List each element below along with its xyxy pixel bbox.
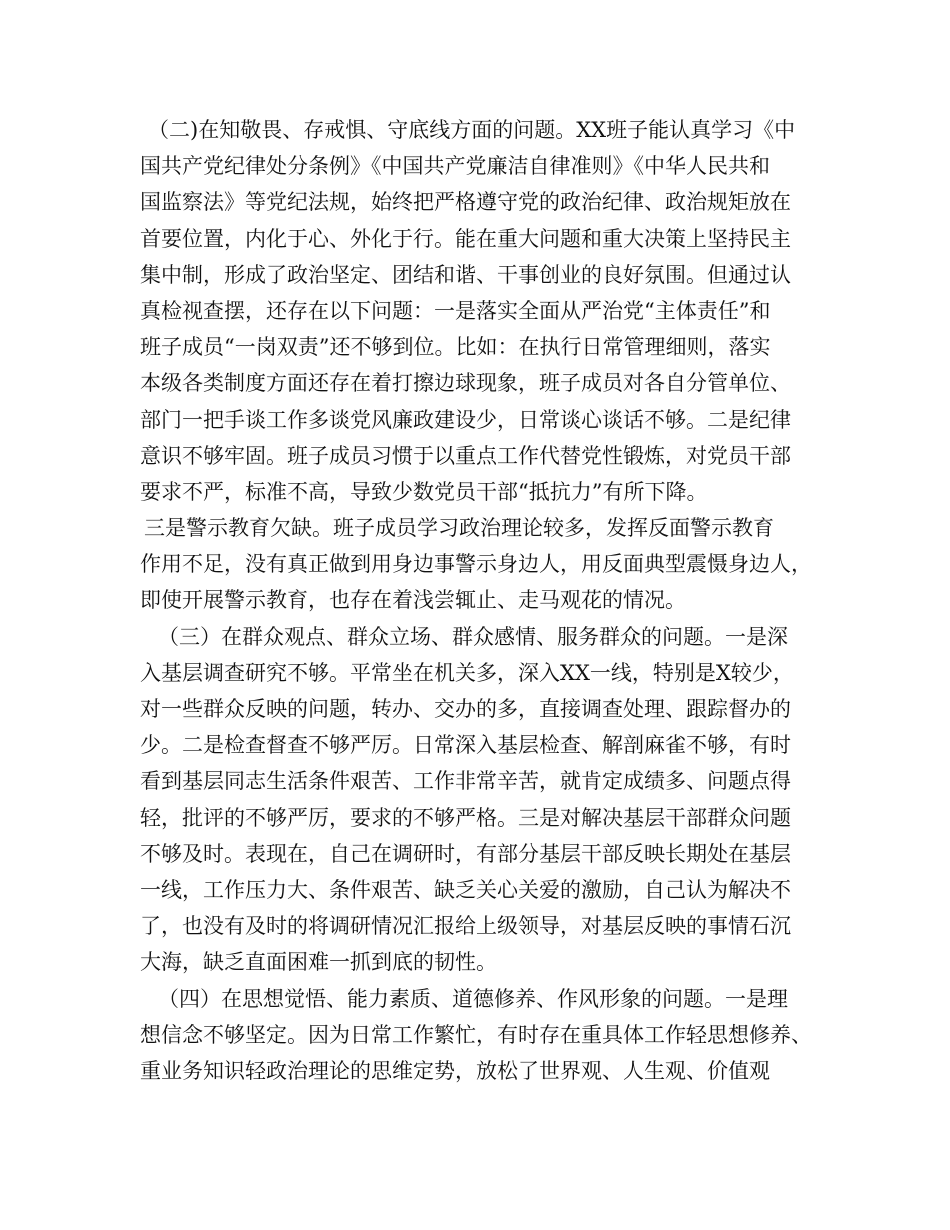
- text-line: 重业务知识轻政治理论的思维定势，放松了世界观、人生观、价值观: [140, 1058, 770, 1083]
- text-line: 首要位置，内化于心、外化于行。能在重大问题和重大决策上坚持民主: [140, 226, 791, 251]
- text-line: 要求不严，标准不高，导致少数党员干部“抵抗力”有所下降。: [140, 479, 708, 504]
- text-line: （三）在群众观点、群众立场、群众感情、服务群众的问题。一是深: [158, 624, 788, 649]
- text-line: 少。二是检查督查不够严厉。日常深入基层检查、解剖麻雀不够，有时: [140, 733, 791, 758]
- text-line: （四）在思想觉悟、能力素质、道德修养、作风形象的问题。一是理: [158, 986, 788, 1011]
- text-line: 班子成员“一岗双责”还不够到位。比如：在执行日常管理细则，落实: [140, 335, 771, 360]
- text-line: 即使开展警示教育，也存在着浅尝辄止、走马观花的情况。: [140, 588, 686, 613]
- document-body: [140, 112, 830, 1089]
- text-line: 国共产党纪律处分条例》《中国共产党廉洁自律准则》《中华人民共和: [140, 154, 770, 179]
- text-line: 看到基层同志生活条件艰苦、工作非常辛苦，就肯定成绩多、问题点得: [140, 769, 791, 794]
- text-line: 不够及时。表现在，自己在调研时，有部分基层干部反映长期处在基层: [140, 841, 791, 866]
- text-line: 轻，批评的不够严厉，要求的不够严格。三是对解决基层干部群众问题: [140, 805, 791, 830]
- text-line: 入基层调查研究不够。平常坐在机关多，深入XX一线，特别是X较少，: [140, 660, 794, 685]
- text-line: 一线，工作压力大、条件艰苦、缺乏关心关爱的激励，自己认为解决不: [140, 877, 791, 902]
- text-line: 国监察法》等党纪法规，始终把严格遵守党的政治纪律、政治规矩放在: [140, 190, 791, 215]
- text-line: 真检视查摆，还存在以下问题：一是落实全面从严治党“主体责任”和: [140, 298, 771, 323]
- text-line: 集中制，形成了政治坚定、团结和谐、干事创业的良好氛围。但通过认: [140, 262, 791, 287]
- text-line: 本级各类制度方面还存在着打擦边球现象，班子成员对各自分管单位、: [140, 371, 791, 396]
- text-line: 大海，缺乏直面困难一抓到底的韧性。: [140, 950, 497, 975]
- text-line: 意识不够牢固。班子成员习惯于以重点工作代替党性锻炼，对党员干部: [140, 443, 791, 468]
- text-line: 想信念不够坚定。因为日常工作繁忙，有时存在重具体工作轻思想修养、: [140, 1022, 812, 1047]
- text-line: （二)在知敬畏、存戒惧、守底线方面的问题。XX班子能认真学习《中: [148, 118, 796, 142]
- text-line: 作用不足，没有真正做到用身边事警示身边人，用反面典型震慑身边人，: [140, 552, 812, 577]
- text-line: 了，也没有及时的将调研情况汇报给上级领导，对基层反映的事情石沉: [140, 914, 791, 939]
- text-line: 部门一把手谈工作多谈党风廉政建设少，日常谈心谈话不够。二是纪律: [140, 407, 791, 432]
- text-line: 三是警示教育欠缺。班子成员学习政治理论较多，发挥反面警示教育: [144, 516, 774, 541]
- text-line: 对一些群众反映的问题，转办、交办的多，直接调查处理、跟踪督办的: [140, 697, 791, 721]
